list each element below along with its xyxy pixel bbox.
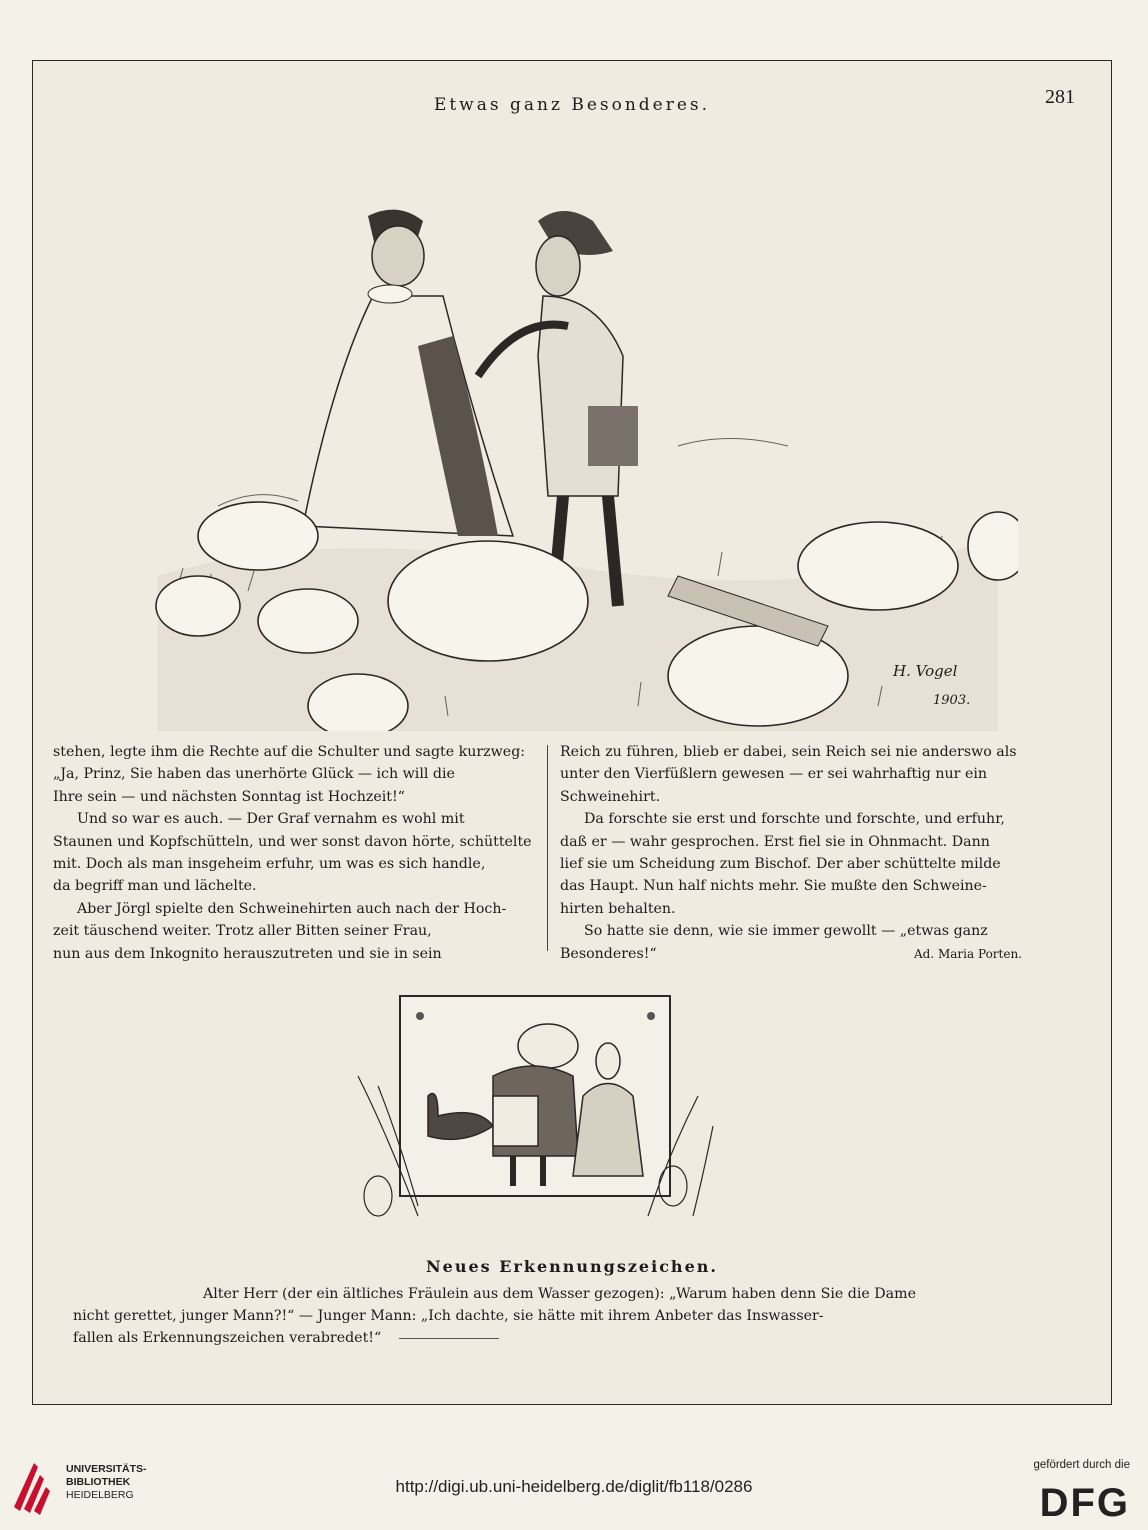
library-line: HEIDELBERG bbox=[66, 1489, 134, 1501]
column-divider bbox=[547, 745, 548, 951]
caption-line: nicht gerettet, junger Mann?!“ — Junger Mann: „Ich dachte, sie hätte mit ihrem Anbeter das Inswasser- bbox=[73, 1308, 824, 1324]
text-line: unter den Vierfüßlern gewesen — er sei wahrhaftig nur ein bbox=[560, 766, 988, 783]
text-line: stehen, legte ihm die Rechte auf die Schulter und sagte kurzweg: bbox=[53, 744, 526, 760]
library-line: BIBLIOTHEK bbox=[66, 1476, 131, 1488]
text-line: Staunen und Kopfschütteln, und wer sonst davon hörte, schüttelte bbox=[53, 833, 532, 850]
text-line: Aber Jörgl spielte den Schweinehirten auch nach der Hoch- bbox=[77, 900, 507, 917]
author-signature: Ad. Maria Porten. bbox=[914, 946, 1022, 961]
text-line: Reich zu führen, blieb er dabei, sein Reich sei nie anderswo als bbox=[560, 744, 1017, 760]
text-line: Da forschte sie erst und forschte und forschte, und erfuhr, bbox=[584, 811, 1005, 828]
caption-text bbox=[73, 1283, 1073, 1349]
left-column bbox=[53, 741, 535, 965]
text-line: lief sie um Scheidung zum Bischof. Der aber schüttelte milde bbox=[560, 856, 1001, 873]
text-line: Besonderes!“ bbox=[560, 945, 657, 962]
text-line: nun aus dem Inkognito herauszutreten und sie in sein bbox=[53, 945, 442, 962]
text-line: Und so war es auch. — Der Graf vernahm es wohl mit bbox=[77, 811, 465, 828]
caption-title: Neues Erkennungszeichen. bbox=[426, 1257, 718, 1276]
text-line-with-author bbox=[560, 943, 1042, 965]
text-line: daß er — wahr gesprochen. Erst fiel sie in Ohnmacht. Dann bbox=[560, 833, 990, 850]
artist-year: 1903. bbox=[933, 693, 971, 708]
digitization-footer bbox=[0, 1435, 1148, 1530]
text-line: hirten behalten. bbox=[560, 900, 676, 917]
illustration-pig-and-goose bbox=[318, 986, 748, 1236]
running-title: Etwas ganz Besonderes. bbox=[433, 95, 711, 115]
text-line: „Ja, Prinz, Sie haben das unerhörte Glück — ich will die bbox=[53, 766, 455, 783]
text-line: Schweinehirt. bbox=[560, 788, 661, 805]
text-line: das Haupt. Nun half nichts mehr. Sie mußte den Schweine- bbox=[560, 878, 987, 895]
text-line: da begriff man und lächelte. bbox=[53, 878, 257, 895]
funding-note: gefördert durch die bbox=[1033, 1459, 1130, 1471]
right-column bbox=[560, 741, 1042, 965]
library-line: UNIVERSITÄTS- bbox=[66, 1463, 147, 1475]
artist-signature: H. Vogel bbox=[893, 662, 958, 680]
source-url[interactable]: http://digi.ub.uni-heidelberg.de/diglit/fb118/0286 bbox=[395, 1477, 753, 1496]
caption-line: Alter Herr (der ein ältliches Fräulein aus dem Wasser gezogen): „Warum haben denn Sie die Dame bbox=[203, 1286, 916, 1302]
journal-page bbox=[32, 60, 1112, 1405]
illustration-swineherd bbox=[118, 146, 1018, 731]
text-line: Ihre sein — und nächsten Sonntag ist Hochzeit!“ bbox=[53, 788, 405, 805]
text-line: zeit täuschend weiter. Trotz aller Bitten seiner Frau, bbox=[53, 923, 432, 940]
dfg-logo: DFG bbox=[1039, 1481, 1130, 1525]
caption-line-last bbox=[73, 1327, 1073, 1349]
end-rule bbox=[399, 1338, 499, 1339]
caption-line: fallen als Erkennungszeichen verabredet!“ bbox=[73, 1330, 382, 1346]
article-text bbox=[53, 741, 1053, 961]
text-line: So hatte sie denn, wie sie immer gewollt — „etwas ganz bbox=[584, 923, 988, 940]
text-line: mit. Doch als man insgeheim erfuhr, um was es sich handle, bbox=[53, 856, 486, 873]
page-number: 281 bbox=[1045, 86, 1075, 108]
